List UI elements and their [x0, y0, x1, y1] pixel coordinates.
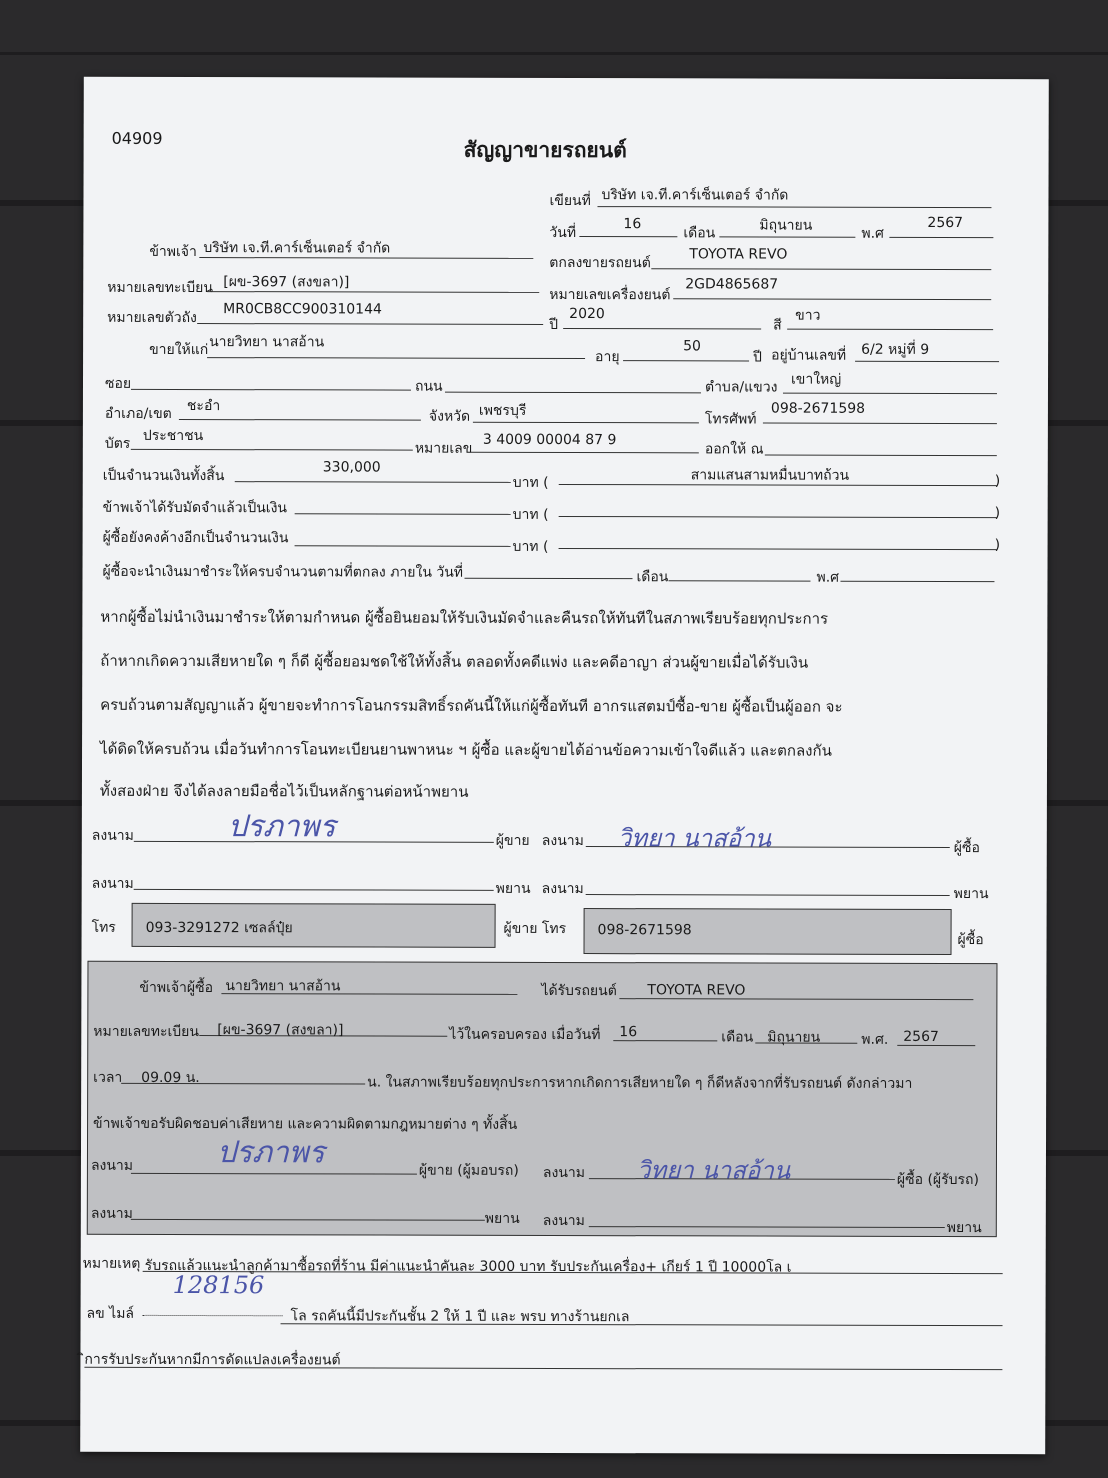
- baht-label: บาท (: [512, 538, 549, 555]
- buyer-age: 50: [683, 338, 701, 355]
- notes-label: หมายเหตุ: [82, 1255, 141, 1272]
- car-model: TOYOTA REVO: [689, 246, 788, 263]
- terms-line-4: ได้ดิดให้ครบถ้วน เมื่อวันทำการโอนทะเบียนยานพาหนะ ฯ ผู้ซื้อ และผู้ขายได้อ่านข้อความเข้าใจดีแล้ว และตกลงกัน: [100, 739, 832, 760]
- year-value: 2567: [927, 214, 964, 232]
- month-value: มิถุนายน: [759, 217, 813, 234]
- terms-line-2: ถ้าหากเกิดความเสียหายใด ๆ ก็ดี ผู้ซื้อยอมชดใช้ให้ทั้งสิ้น ตลอดทั้งคดีแพ่ง และคดีอาญา ส่วนผู้ขายเมื่อได้รับเงิน: [100, 651, 809, 672]
- underline: [763, 423, 997, 425]
- receipt-reg-label: หมายเลขทะเบียน: [93, 1023, 199, 1041]
- seller-phone-suffix: ผู้ขาย โทร: [503, 920, 567, 938]
- mileage-label: ลข ไมล์: [86, 1305, 135, 1322]
- underline: [131, 449, 413, 451]
- house-value: 6/2 หมู่ที่ 9: [861, 341, 930, 358]
- mileage-value: 128156: [172, 1270, 265, 1300]
- underline: [787, 329, 993, 331]
- buyer-phone-suffix: ผู้ซื้อ: [957, 932, 984, 949]
- underline: [197, 323, 543, 325]
- receipt-buyer-label2: ผู้ซื้อ (ผู้รับรถ): [896, 1171, 980, 1189]
- notes-line-2: โล รถคันนี้มีประกันชั้น 2 ให้ 1 ปี และ พรบ ทางร้านยกเล: [290, 1308, 630, 1326]
- underline: [131, 389, 411, 391]
- receipt-seller-label: ผู้ขาย (ผู้มอบรถ): [418, 1162, 519, 1179]
- soi-label: ซอย: [104, 375, 132, 392]
- receipt-year-label: พ.ศ.: [861, 1031, 889, 1048]
- engine-value: 2GD4865687: [685, 276, 779, 293]
- plank-seam: [0, 52, 1108, 55]
- underline: [840, 581, 994, 582]
- chassis-value: MR0CB8CC900310144: [223, 301, 382, 318]
- receipt-year: 2567: [903, 1028, 939, 1045]
- underline: [623, 360, 749, 361]
- underline: [563, 328, 761, 330]
- due-year-label: พ.ศ: [816, 569, 840, 586]
- baht-label: บาท (: [512, 474, 549, 491]
- receipt-buyer-name: นายวิทยา นาสอ้าน: [225, 978, 341, 995]
- underline: [889, 237, 993, 238]
- underline: [179, 419, 421, 421]
- underline: [579, 236, 677, 237]
- sign-label: ลงนาม: [542, 1164, 586, 1182]
- page-title: สัญญาขายรถยนต์: [463, 137, 627, 163]
- seller-phone: 093-3291272 เซลล์ปุ๋ย: [145, 919, 293, 937]
- phone-label: โทรศัพท์: [704, 411, 757, 428]
- year-label: ปี: [549, 316, 559, 333]
- underline: [719, 236, 855, 237]
- deposit-label: ข้าพเจ้าได้รับมัดจำแล้วเป็นเงิน: [102, 499, 288, 517]
- underline: [586, 894, 950, 896]
- possession-label: ไว้ในครอบครอง เมื่อวันที่: [449, 1026, 601, 1044]
- buyer-phone: 098-2671598: [597, 922, 692, 939]
- receipt-reg: [ผข-3697 (สงขลา)]: [217, 1022, 344, 1039]
- written-at-value: บริษัท เจ.ที.คาร์เซ็นเตอร์ จำกัด: [601, 187, 789, 204]
- buyer-name: นายวิทยา นาสอ้าน: [209, 334, 325, 351]
- house-label: อยู่บ้านเลขที่: [771, 347, 847, 364]
- issued-label: ออกให้ ณ: [704, 441, 764, 458]
- total-value: 330,000: [322, 459, 381, 476]
- date-label: วันที่: [549, 224, 577, 242]
- underline: [559, 548, 997, 550]
- buyer-signature: วิทยา นาสอ้าน: [617, 824, 772, 853]
- underline: [464, 578, 632, 579]
- vehicle-color: ขาว: [795, 307, 821, 324]
- underline: [559, 516, 997, 518]
- close-paren: ): [994, 537, 1001, 554]
- subdistrict-value: เขาใหญ่: [790, 371, 842, 388]
- sign-label: ลงนาม: [91, 827, 134, 844]
- underline: [673, 298, 991, 300]
- witness-label: พยาน: [946, 1220, 982, 1237]
- underline: [143, 1315, 283, 1316]
- sell-to-label: ขายให้แก่: [149, 341, 209, 359]
- underline: [207, 357, 585, 359]
- terms-line-5: ทั้งสองฝ่าย จึงได้ลงลายมือชื่อไว้เป็นหลักฐานต่อหน้าพยาน: [99, 781, 469, 801]
- terms-line-1: หากผู้ซื้อไม่นำเงินมาชำระให้ตามกำหนด ผู้ซื้อยินยอมให้รับเงินมัดจำและคืนรถให้ทันทีในสภาพเรียบร้อยทุกประการ: [100, 607, 829, 628]
- underline: [855, 361, 999, 362]
- phone-label: โทร: [91, 919, 116, 936]
- condition-text: น. ในสภาพเรียบร้อยทุกประการหากเกิดการเสียหายใด ๆ ก็ดีหลังจากที่รับรถยนต์ ดังกล่าวมา: [367, 1074, 913, 1092]
- witness-label: พยาน: [495, 880, 531, 897]
- total-label: เป็นจำนวนเงินทั้งสิ้น: [102, 467, 225, 485]
- underline: [783, 393, 997, 395]
- total-words: สามแสนสามหมื่นบาทถ้วน: [690, 467, 850, 484]
- engine-label: หมายเลขเครื่องยนต์: [549, 286, 671, 304]
- seller-label: ผู้ขาย: [495, 832, 530, 849]
- sign-label: ลงนาม: [91, 875, 134, 892]
- road-label: ถนน: [414, 378, 443, 395]
- underline: [597, 206, 991, 208]
- sign-label: ลงนาม: [541, 880, 584, 898]
- card-label: บัตร: [104, 435, 131, 452]
- written-at-label: เขียนที่: [549, 192, 591, 210]
- age-label: อายุ: [595, 349, 620, 366]
- years-label: ปี: [753, 349, 762, 366]
- reg-value: [ผข-3697 (สงขลา)]: [223, 274, 350, 291]
- district-label: อำเภอ/เขต: [104, 405, 172, 422]
- receipt-buyer-signature: วิทยา นาสอ้าน: [636, 1156, 791, 1185]
- receipt-seller-signature: ปรภาพร: [216, 1135, 325, 1171]
- close-paren: ): [994, 505, 1001, 522]
- seller-signature: ปรภาพร: [227, 809, 336, 845]
- close-paren: ): [994, 473, 1001, 490]
- due-label: ผู้ซื้อจะนำเงินมาชำระให้ครบจำนวนตามที่ตกลง ภายใน วันที่: [102, 563, 464, 581]
- contract-paper: [80, 77, 1049, 1455]
- underline: [445, 392, 701, 394]
- doc-number: 04909: [111, 128, 163, 148]
- vehicle-year: 2020: [569, 306, 605, 323]
- subdistrict-label: ตำบล/แขวง: [704, 379, 778, 396]
- card-no-value: 3 4009 00004 87 9: [482, 431, 617, 449]
- buyer-phone: 098-2671598: [770, 400, 866, 417]
- seller-name: บริษัท เจ.ที.คาร์เซ็นเตอร์ จำกัด: [203, 240, 391, 257]
- underline: [471, 452, 699, 454]
- sign-label: ลงนาม: [542, 1212, 585, 1230]
- province-value: เพชรบุรี: [478, 402, 527, 419]
- underline: [765, 455, 997, 457]
- province-label: จังหวัด: [428, 408, 471, 425]
- day-value: 16: [623, 216, 642, 233]
- card-value: ประชาชน: [142, 427, 204, 445]
- underline: [473, 422, 699, 424]
- color-label: สี: [773, 317, 782, 334]
- year-label: พ.ศ: [861, 225, 884, 242]
- receipt-month: มิถุนายน: [767, 1029, 821, 1046]
- terms-line-3: ครบถ้วนตามสัญญาแล้ว ผู้ขายจะทำการโอนกรรมสิทธิ์รถคันนี้ให้แก่ผู้ซื้อทันที อากรแสตมป์ซื้อ-ขาย ผู้ซื้อเป็นผู้ออก จะ: [100, 695, 843, 716]
- notes-line-1: รับรถแล้วแนะนำลูกค้ามาซื้อรถที่ร้าน มีค่าแนะนำคันละ 3000 บาท รับประกันเครื่อง+ เกียร์ 1 ปี 10000โล เ: [144, 1257, 792, 1276]
- underline: [134, 889, 494, 891]
- baht-label: บาท (: [512, 506, 549, 523]
- liability-text: ข้าพเจ้าขอรับผิดชอบค่าเสียหาย และความผิดตามกฎหมายต่าง ๆ ทั้งสิ้น: [93, 1115, 518, 1133]
- card-no-label: หมายเลข: [414, 440, 473, 457]
- underline: [897, 1045, 975, 1046]
- underline: [295, 513, 511, 515]
- notes-line-3: ิการรับประกันหากมีการดัดแปลงเครื่องยนต์: [84, 1351, 341, 1369]
- time-label: เวลา: [93, 1069, 123, 1086]
- receipt-day: 16: [619, 1024, 638, 1041]
- remaining-label: ผู้ซื้อยังคงค้างอีกเป็นจำนวนเงิน: [102, 529, 289, 547]
- witness-label: พยาน: [484, 1210, 520, 1227]
- underline: [295, 545, 511, 547]
- agree-label: ตกลงขายรถยนต์: [549, 254, 651, 272]
- receipt-time: 09.09 น.: [141, 1069, 200, 1087]
- month-label: เดือน: [683, 225, 716, 242]
- sign-label: ลงนาม: [541, 832, 584, 850]
- underline: [668, 580, 810, 581]
- receipt-box: [87, 961, 998, 1237]
- sign-label: ลงนาม: [90, 1157, 134, 1174]
- receipt-month-label: เดือน: [721, 1029, 754, 1046]
- underline: [651, 268, 991, 270]
- witness-label: พยาน: [953, 886, 989, 903]
- chassis-label: หมายเลขตัวถัง: [107, 309, 197, 327]
- due-month-label: เดือน: [636, 569, 669, 586]
- receipt-car: TOYOTA REVO: [647, 982, 746, 999]
- sign-label: ลงนาม: [90, 1205, 133, 1222]
- seller-label: ข้าพเจ้า: [149, 243, 197, 261]
- receipt-buyer-label: ข้าพเจ้าผู้ซื้อ: [139, 979, 214, 997]
- reg-label: หมายเลขทะเบียน: [107, 279, 213, 297]
- buyer-label: ผู้ซื้อ: [953, 840, 980, 857]
- district-value: ชะอำ: [186, 398, 221, 415]
- underline: [235, 481, 511, 483]
- received-label: ได้รับรถยนต์: [541, 982, 617, 1000]
